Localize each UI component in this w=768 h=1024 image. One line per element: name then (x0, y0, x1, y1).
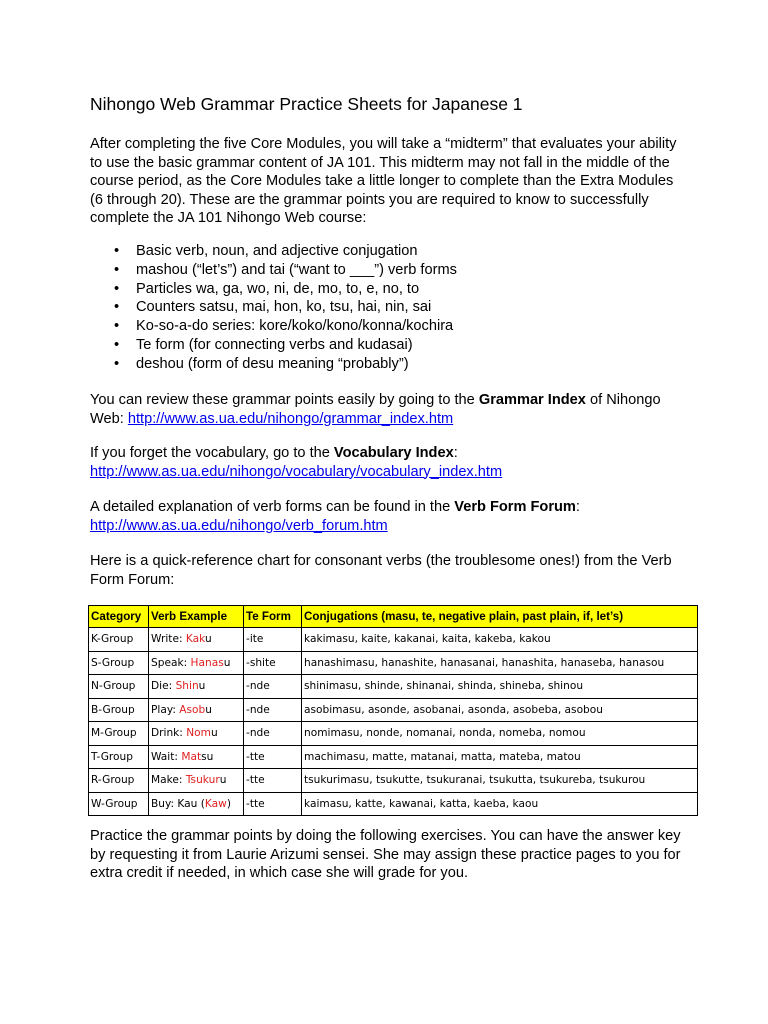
conjugations-cell: tsukurimasu, tsukutte, tsukuranai, tsukutta, tsukureba, tsukurou (302, 769, 698, 793)
verb-stem: Hanas (190, 656, 224, 669)
table-row (89, 722, 698, 746)
column-header-conjugations: Conjugations (masu, te, negative plain, past plain, if, let’s) (302, 606, 698, 628)
verb-stem: Kaw (204, 797, 227, 810)
column-header-category: Category (89, 606, 149, 628)
bullet-icon: • (114, 243, 120, 259)
list-item: • Te form (for connecting verbs and kudasai) (114, 336, 413, 353)
list-item: • mashou (“let’s”) and tai (“want to ___”) verb forms (114, 261, 457, 278)
conjugations-cell: asobimasu, asonde, asobanai, asonda, asobeba, asobou (302, 698, 698, 722)
vocabulary-index-paragraph: If you forget the vocabulary, go to the Vocabulary Index: http://www.as.ua.edu/nihongo/vocabulary/vocabulary_index.htm (90, 445, 503, 480)
verb-forum-label: Verb Form Forum (454, 499, 576, 515)
grammar-index-paragraph: You can review these grammar points easily by going to the Grammar Index of Nihongo Web: http://www.as.ua.edu/nihongo/grammar_index.htm (90, 392, 661, 427)
verb-stem: Kak (185, 633, 205, 646)
table-header-row (89, 606, 698, 628)
category-cell: T-Group (89, 745, 149, 769)
vocabulary-index-label: Vocabulary Index (333, 445, 454, 461)
grammar-index-label: Grammar Index (478, 392, 586, 408)
conjugations-cell: nomimasu, nonde, nomanai, nonda, nomeba, nomou (302, 722, 698, 746)
consonant-verb-chart (88, 605, 698, 816)
te-form-cell: -tte (244, 792, 302, 816)
verb-example-cell: Speak: Hanasu (149, 651, 244, 675)
verb-stem: Tsukur (185, 774, 220, 787)
category-cell: B-Group (89, 698, 149, 722)
verb-stem: Shin (175, 680, 199, 693)
bullet-icon: • (114, 318, 120, 335)
list-item: • Ko-so-a-do series: kore/koko/kono/konna/kochira (114, 318, 454, 335)
list-item: • Counters satsu, mai, hon, ko, tsu, hai, nin, sai (114, 299, 432, 316)
column-header-verb-example: Verb Example (149, 606, 244, 628)
grammar-points-list (90, 242, 457, 374)
conjugations-cell: kakimasu, kaite, kakanai, kaita, kakeba, kakou (302, 628, 698, 652)
verb-forum-link[interactable]: http://www.as.ua.edu/nihongo/verb_forum.htm (90, 517, 388, 534)
table-row (89, 698, 698, 722)
verb-example-cell: Die: Shinu (149, 675, 244, 699)
conjugations-cell: hanashimasu, hanashite, hanasanai, hanashita, hanaseba, hanasou (302, 651, 698, 675)
list-item: • Particles wa, ga, wo, ni, de, mo, to, e, no, to (114, 280, 420, 297)
intro-paragraph: After completing the five Core Modules, you will take a “midterm” that evaluates your ability to use the basic grammar content of JA 101. This midterm may not fall in the middle of the course period, as the Core Modules take a little longer to complete than the Extra Modules (6 through 20). These are the grammar points you are required to know to successfully complete the JA 101 Nihongo Web course: (90, 136, 677, 226)
conjugations-cell: machimasu, matte, matanai, matta, mateba, matou (302, 745, 698, 769)
closing-paragraph: Practice the grammar points by doing the following exercises. You can have the answer key by requesting it from Laurie Arizumi sensei. She may assign these practice pages to you for extra credit if needed, in which case she will grade for you. (90, 828, 681, 881)
verb-stem: Asob (179, 703, 206, 716)
verb-stem: Nom (186, 727, 211, 740)
te-form-cell: -nde (244, 698, 302, 722)
verb-example-cell: Buy: Kau (Kaw) (149, 792, 244, 816)
list-item: • Basic verb, noun, and adjective conjugation (114, 243, 418, 259)
table-body (89, 628, 698, 816)
bullet-icon: • (114, 336, 120, 353)
verb-forum-paragraph: A detailed explanation of verb forms can be found in the Verb Form Forum: http://www.as.ua.edu/nihongo/verb_forum.htm (90, 499, 580, 534)
vocabulary-index-link[interactable]: http://www.as.ua.edu/nihongo/vocabulary/vocabulary_index.htm (90, 463, 503, 480)
verb-example-cell: Write: Kaku (149, 628, 244, 652)
te-form-cell: -ite (244, 628, 302, 652)
verb-stem: Mat (181, 750, 202, 763)
te-form-cell: -tte (244, 769, 302, 793)
document-title: Nihongo Web Grammar Practice Sheets for Japanese 1 (90, 94, 523, 114)
grammar-index-link[interactable]: http://www.as.ua.edu/nihongo/grammar_index.htm (127, 410, 454, 427)
table-row (89, 745, 698, 769)
category-cell: W-Group (89, 792, 149, 816)
table-row (89, 675, 698, 699)
category-cell: S-Group (89, 651, 149, 675)
te-form-cell: -tte (244, 745, 302, 769)
list-item: • deshou (form of desu meaning “probably”) (114, 355, 409, 372)
table-row (89, 651, 698, 675)
category-cell: R-Group (89, 769, 149, 793)
table-row (89, 628, 698, 652)
verb-example-cell: Drink: Nomu (149, 722, 244, 746)
table-row (89, 792, 698, 816)
chart-intro-paragraph: Here is a quick-reference chart for consonant verbs (the troublesome ones!) from the Verb Form Forum: (90, 553, 672, 588)
column-header-te-form: Te Form (244, 606, 302, 628)
te-form-cell: -nde (244, 722, 302, 746)
te-form-cell: -shite (244, 651, 302, 675)
conjugations-cell: shinimasu, shinde, shinanai, shinda, shineba, shinou (302, 675, 698, 699)
bullet-icon: • (114, 355, 120, 372)
te-form-cell: -nde (244, 675, 302, 699)
bullet-icon: • (114, 280, 120, 297)
verb-example-cell: Wait: Matsu (149, 745, 244, 769)
bullet-icon: • (114, 299, 120, 316)
category-cell: K-Group (89, 628, 149, 652)
bullet-icon: • (114, 261, 120, 278)
conjugations-cell: kaimasu, katte, kawanai, katta, kaeba, kaou (302, 792, 698, 816)
verb-example-cell: Play: Asobu (149, 698, 244, 722)
verb-example-cell: Make: Tsukuru (149, 769, 244, 793)
table-row (89, 769, 698, 793)
category-cell: N-Group (89, 675, 149, 699)
category-cell: M-Group (89, 722, 149, 746)
